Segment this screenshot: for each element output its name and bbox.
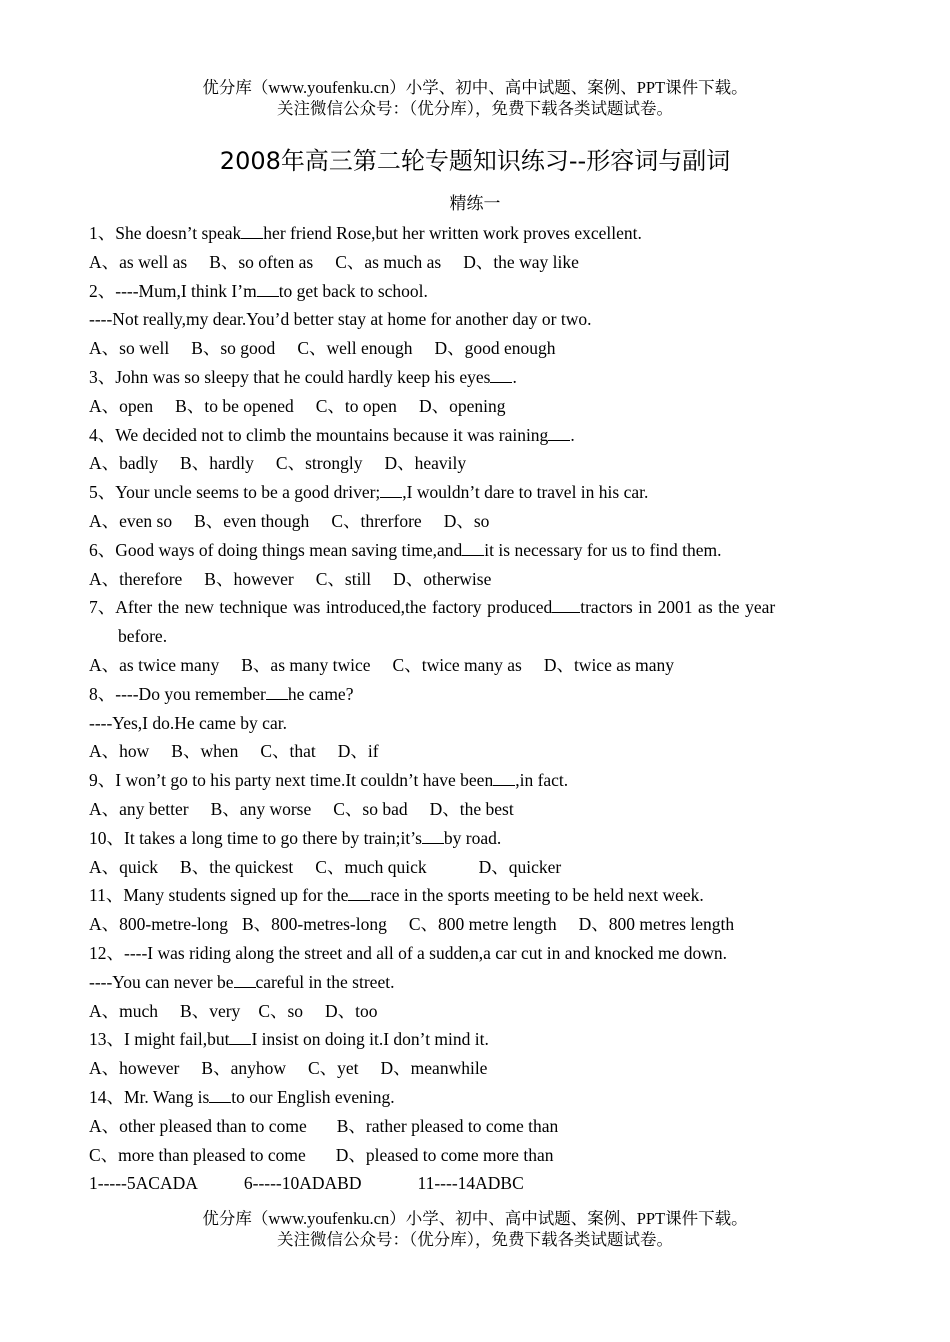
- option-b: B、even though: [194, 510, 310, 531]
- question-text: 5、Your uncle seems to be a good driver;: [89, 482, 381, 503]
- option-a: A、much: [89, 1000, 159, 1021]
- option-d: D、good enough: [434, 338, 556, 359]
- option-d: D、heavily: [384, 453, 467, 474]
- question-9: [89, 766, 851, 795]
- options-4: [89, 449, 851, 478]
- header-line-2: 关注微信公众号：（优分库），免费下载各类试题试卷。: [277, 99, 673, 118]
- option-b: B、when: [171, 741, 239, 762]
- options-1: [89, 248, 851, 277]
- section-subtitle: 精练一: [449, 194, 501, 213]
- question-text: tractors in 2001 as the year: [580, 597, 776, 618]
- option-d: D、pleased to come more than: [335, 1144, 554, 1165]
- option-c: C、twice many as: [392, 654, 522, 675]
- option-b: B、to be opened: [175, 395, 294, 416]
- header-line-1: 优分库（www.youfenku.cn）小学、初中、高中试题、案例、PPT课件下载。: [202, 78, 748, 97]
- option-c: C、strongly: [275, 453, 363, 474]
- option-a: A、other pleased than to come: [89, 1115, 307, 1136]
- dialogue-line: ----Not really,my dear.You’d better stay at home for another day or two.: [89, 309, 592, 330]
- option-b: B、rather pleased to come than: [336, 1115, 559, 1136]
- question-text: 13、I might fail,but: [89, 1029, 230, 1050]
- question-14: [89, 1083, 851, 1112]
- option-b: B、hardly: [180, 453, 254, 474]
- option-c: C、more than pleased to come: [89, 1144, 306, 1165]
- options-7: [89, 651, 851, 680]
- footer-line-1: 优分库（www.youfenku.cn）小学、初中、高中试题、案例、PPT课件下载。: [202, 1209, 748, 1228]
- question-text: 9、I won’t go to his party next time.It couldn’t have been: [89, 770, 494, 791]
- question-text: 7、After the new technique was introduced,the factory produced: [89, 597, 553, 618]
- question-text: 10、It takes a long time to go there by train;it’s: [89, 827, 422, 848]
- option-d: D、quicker: [478, 856, 562, 877]
- option-c: C、so: [258, 1000, 304, 1021]
- question-text: careful in the street.: [255, 971, 395, 992]
- option-b: B、very: [180, 1000, 241, 1021]
- option-a: A、therefore: [89, 568, 183, 589]
- option-a: A、even so: [89, 510, 173, 531]
- option-d: D、if: [337, 741, 379, 762]
- question-text: ,I wouldn’t dare to travel in his car.: [402, 482, 649, 503]
- question-4: [89, 421, 851, 450]
- option-d: D、so: [443, 510, 490, 531]
- option-c: C、yet: [307, 1058, 359, 1079]
- option-d: D、opening: [418, 395, 506, 416]
- question-12: 12、----I was riding along the street and all of a sudden,a car cut in and knocked me down.: [89, 942, 728, 963]
- option-a: A、how: [89, 741, 150, 762]
- option-a: A、any better: [89, 798, 189, 819]
- question-10: [89, 824, 851, 853]
- option-c: C、that: [260, 741, 316, 762]
- options-13: [89, 1054, 851, 1083]
- page-header: [0, 77, 950, 119]
- question-text: 1、She doesn’t speak: [89, 223, 242, 243]
- question-1: [89, 219, 851, 248]
- option-c: C、so bad: [333, 798, 408, 819]
- option-d: D、otherwise: [393, 568, 492, 589]
- option-d: D、the best: [429, 798, 514, 819]
- exercise-content: [89, 219, 851, 1198]
- question-text: 2、----Mum,I think I’m: [89, 280, 257, 301]
- option-b: B、as many twice: [241, 654, 371, 675]
- answer-blank: [229, 1026, 251, 1045]
- option-c: C、still: [315, 568, 372, 589]
- option-a: A、800-metre-long: [89, 914, 228, 935]
- question-text: by road.: [443, 827, 502, 848]
- question-text: 8、----Do you remember: [89, 683, 266, 704]
- dialogue-line: [89, 968, 851, 997]
- option-b: B、any worse: [210, 798, 312, 819]
- question-text: ,in fact.: [515, 770, 569, 791]
- question-text: 14、Mr. Wang is: [89, 1086, 210, 1107]
- answer-blank: [241, 220, 263, 239]
- options-8: [89, 737, 851, 766]
- option-b: B、so good: [191, 338, 276, 359]
- option-c: C、well enough: [297, 338, 413, 359]
- question-text: race in the sports meeting to be held next week.: [370, 885, 704, 906]
- answer-blank: [234, 969, 256, 988]
- question-text: to get back to school.: [278, 280, 428, 301]
- question-text: ----You can never be: [89, 971, 234, 992]
- question-text: .: [570, 424, 575, 445]
- question-2: [89, 277, 851, 306]
- option-d: D、too: [325, 1000, 378, 1021]
- option-c: C、threrfore: [331, 510, 422, 531]
- answer-blank: [209, 1084, 231, 1103]
- options-9: [89, 795, 851, 824]
- answer-blank: [348, 882, 370, 901]
- answer-key: [89, 1169, 851, 1198]
- question-8: [89, 680, 851, 709]
- page-title: 2008年高三第二轮专题知识练习--形容词与副词: [219, 147, 731, 175]
- dialogue-line: ----Yes,I do.He came by car.: [89, 712, 287, 733]
- question-13: [89, 1025, 851, 1054]
- options-11: [89, 910, 851, 939]
- option-a: A、open: [89, 395, 154, 416]
- option-c: C、much quick: [315, 856, 427, 877]
- answer-blank: [493, 767, 515, 786]
- question-text: 3、John was so sleepy that he could hardly keep his eyes: [89, 366, 491, 387]
- option-d: D、800 metres length: [578, 914, 735, 935]
- answer-blank: [266, 681, 288, 700]
- option-d: D、the way like: [463, 251, 579, 272]
- answer-blank: [462, 537, 484, 556]
- question-text: .: [512, 366, 517, 387]
- question-3: [89, 363, 851, 392]
- option-b: B、so often as: [209, 251, 314, 272]
- question-text: it is necessary for us to find them.: [484, 539, 722, 560]
- answer-blank: [422, 825, 444, 844]
- option-a: A、as twice many: [89, 654, 220, 675]
- question-text: 4、We decided not to climb the mountains because it was raining: [89, 424, 549, 445]
- option-a: A、quick: [89, 856, 159, 877]
- question-text: her friend Rose,but her written work proves excellent.: [263, 223, 642, 243]
- option-c: C、to open: [315, 395, 397, 416]
- options-2: [89, 334, 851, 363]
- answer-blank: [490, 364, 512, 383]
- footer-line-2: 关注微信公众号：（优分库），免费下载各类试题试卷。: [277, 1230, 673, 1249]
- question-text: to our English evening.: [231, 1086, 395, 1107]
- options-12: [89, 997, 851, 1026]
- option-b: B、800-metres-long: [242, 914, 387, 935]
- option-a: A、badly: [89, 453, 159, 474]
- answer-blank: [548, 422, 570, 441]
- option-d: D、meanwhile: [380, 1058, 488, 1079]
- options-14-row-2: [89, 1141, 851, 1170]
- answer-key-6-10: 6-----10ADABD: [243, 1173, 362, 1194]
- option-b: B、the quickest: [180, 856, 294, 877]
- question-7-continued: before.: [118, 626, 168, 647]
- options-10: [89, 853, 851, 882]
- option-a: A、so well: [89, 338, 170, 359]
- options-6: [89, 565, 851, 594]
- question-6: [89, 536, 851, 565]
- option-d: D、twice as many: [543, 654, 675, 675]
- page-footer: [0, 1208, 950, 1250]
- question-text: 11、Many students signed up for the: [89, 885, 349, 906]
- options-3: [89, 392, 851, 421]
- question-11: [89, 881, 851, 910]
- option-c: C、as much as: [335, 251, 442, 272]
- question-5: [89, 478, 851, 507]
- question-text: I insist on doing it.I don’t mind it.: [251, 1029, 489, 1050]
- option-b: B、however: [204, 568, 294, 589]
- option-a: A、as well as: [89, 251, 188, 272]
- options-14-row-1: [89, 1112, 851, 1141]
- question-text: 6、Good ways of doing things mean saving time,and: [89, 539, 463, 560]
- question-text: he came?: [287, 683, 354, 704]
- option-b: B、anyhow: [201, 1058, 286, 1079]
- question-7: [89, 593, 851, 622]
- option-a: A、however: [89, 1058, 180, 1079]
- answer-blank: [552, 594, 580, 613]
- answer-blank: [380, 479, 402, 498]
- options-5: [89, 507, 851, 536]
- answer-key-11-14: 11----14ADBC: [417, 1173, 524, 1194]
- answer-blank: [257, 278, 279, 297]
- option-c: C、800 metre length: [408, 914, 557, 935]
- answer-key-1-5: 1-----5ACADA: [89, 1173, 198, 1194]
